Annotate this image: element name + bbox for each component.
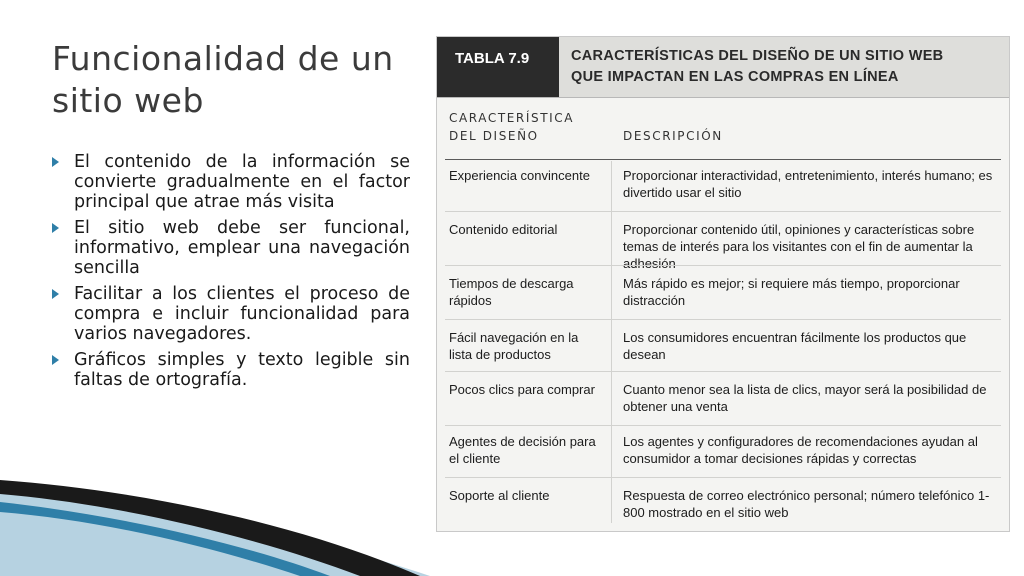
slide-title: Funcionalidad de un sitio web [52, 39, 394, 120]
column-header-feature-line-2: DEL DISEÑO [449, 129, 539, 143]
bullet-item [52, 152, 410, 212]
row-description: Los agentes y configuradores de recomendaciones ayudan al consumidor a tomar decisiones rápidas y correctas [623, 434, 978, 466]
column-divider [611, 161, 612, 523]
row-description: Proporcionar contenido útil, opiniones y características sobre temas de interés para los visitantes con el fin de aumentar la adhesión [623, 222, 975, 271]
design-features-table [436, 36, 1010, 532]
bullet-text: El sitio web debe ser funcional, informativo, emplear una navegación sencilla [74, 218, 410, 278]
row-feature: Pocos clics para comprar [449, 382, 595, 397]
row-description: Respuesta de correo electrónico personal; número telefónico 1-800 mostrado en el sitio web [623, 488, 990, 520]
row-feature: Fácil navegación en la lista de productos [449, 330, 579, 362]
column-header-description: DESCRIPCIÓN [623, 129, 723, 143]
bullet-text: El contenido de la información se convierte gradualmente en el factor principal que atrae más visita [74, 152, 410, 212]
arrow-bullet-icon [52, 223, 59, 233]
row-description: Más rápido es mejor; si requiere más tiempo, proporcionar distracción [623, 276, 960, 308]
table-title-line-2: QUE IMPACTAN EN LAS COMPRAS EN LÍNEA [571, 69, 899, 85]
row-description: Los consumidores encuentran fácilmente los productos que desean [623, 330, 967, 362]
row-description: Cuanto menor sea la lista de clics, mayor será la posibilidad de obtener una venta [623, 382, 987, 414]
column-header-feature [449, 109, 609, 145]
bullet-item [52, 350, 410, 390]
bullet-item [52, 284, 410, 344]
table-header [437, 37, 1009, 98]
column-header-feature-line-1: CARACTERÍSTICA [449, 111, 575, 125]
row-description: Proporcionar interactividad, entretenimiento, interés humano; es divertido usar el sitio [623, 168, 993, 200]
arrow-bullet-icon [52, 157, 59, 167]
arrow-bullet-icon [52, 289, 59, 299]
header-divider [445, 159, 1001, 160]
bullet-list [52, 152, 410, 396]
row-feature: Soporte al cliente [449, 488, 550, 503]
bullet-text: Facilitar a los clientes el proceso de compra e incluir funcionalidad para varios navegadores. [74, 284, 410, 344]
table-title-line-1: CARACTERÍSTICAS DEL DISEÑO DE UN SITIO WEB [571, 48, 944, 64]
decorative-swoosh [0, 480, 1024, 576]
bullet-text: Gráficos simples y texto legible sin faltas de ortografía. [74, 350, 410, 390]
arrow-bullet-icon [52, 355, 59, 365]
row-feature: Tiempos de descarga rápidos [449, 276, 574, 308]
row-feature: Agentes de decisión para el cliente [449, 434, 596, 466]
table-number-badge: TABLA 7.9 [437, 37, 559, 97]
table-title [571, 46, 1001, 88]
row-feature: Experiencia convincente [449, 168, 590, 183]
bullet-item [52, 218, 410, 278]
row-feature: Contenido editorial [449, 222, 558, 237]
